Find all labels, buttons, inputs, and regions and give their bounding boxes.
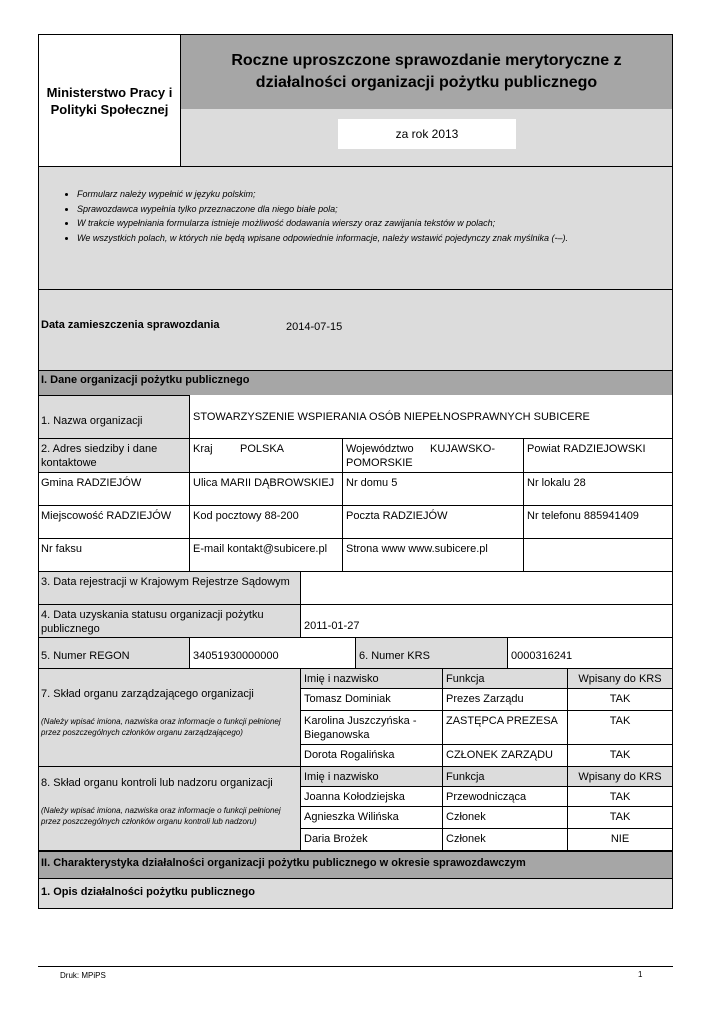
board-row-name: Tomasz Dominiak bbox=[304, 693, 391, 705]
address-label: 2. Adres siedziby i dane kontaktowe bbox=[41, 443, 158, 469]
supervisory-header-name: Imię i nazwisko bbox=[304, 771, 379, 783]
board-row-name: Dorota Rogalińska bbox=[304, 749, 395, 761]
www-value: Strona www www.subicere.pl bbox=[346, 543, 488, 555]
year-band bbox=[181, 109, 672, 166]
board-header-krs: Wpisany do KRS bbox=[578, 673, 662, 685]
opp-label: 4. Data uzyskania statusu organizacji pożytku publicznego bbox=[41, 609, 264, 635]
poczta-value: Poczta RADZIEJÓW bbox=[346, 510, 448, 522]
board-row-krs: TAK bbox=[609, 749, 631, 761]
supervisory-row-function: Przewodnicząca bbox=[446, 791, 527, 803]
regon-value: 34051930000000 bbox=[193, 650, 279, 662]
opp-value: 2011-01-27 bbox=[304, 620, 360, 632]
instruction-item: • W trakcie wypełniania formularza istnieje możliwość dodawania wierszy oraz zawijania tekstów w polach; bbox=[77, 216, 672, 231]
section-2-subtitle: 1. Opis działalności pożytku publicznego bbox=[41, 886, 255, 898]
supervisory-note: (Należy wpisać imiona, nazwiska oraz informacje o funkcji pełnionej przez poszczególnych członków organu kontroli lub nadzoru) bbox=[41, 806, 281, 826]
board-label: 7. Skład organu zarządzającego organizacji bbox=[41, 688, 254, 700]
supervisory-row-function: Członek bbox=[446, 833, 486, 845]
section-1-title: I. Dane organizacji pożytku publicznego bbox=[41, 374, 250, 386]
report-year: za rok 2013 bbox=[395, 127, 459, 141]
board-note: (Należy wpisać imiona, nazwiska oraz informacje o funkcji pełnionej przez poszczególnych członków organu zarządzającego) bbox=[41, 717, 281, 737]
ministry-name: Ministerstwo Pracy i Polityki Społecznej bbox=[46, 84, 173, 117]
telefon-value: Nr telefonu 885941409 bbox=[527, 510, 639, 522]
powiat-value: Powiat RADZIEJOWSKI bbox=[527, 443, 646, 455]
section-2-header bbox=[38, 850, 673, 879]
board-row-krs: TAK bbox=[609, 715, 631, 727]
board-row-function: CZŁONEK ZARZĄDU bbox=[446, 749, 553, 761]
krs-reg-value bbox=[302, 580, 502, 584]
regon-label: 5. Numer REGON bbox=[41, 650, 130, 662]
kraj-value: POLSKA bbox=[240, 443, 285, 455]
supervisory-row-function: Członek bbox=[446, 811, 486, 823]
page-number: 1 bbox=[638, 970, 643, 979]
instruction-item: • Sprawozdawca wypełnia tylko przeznaczone dla niego białe pola; bbox=[77, 202, 672, 217]
miejscowosc-value: Miejscowość RADZIEJÓW bbox=[41, 510, 172, 522]
instruction-item: • We wszystkich polach, w których nie będą wpisane odpowiednie informacje, należy wstawić pojedynczy znak myślnika (-–). bbox=[77, 231, 672, 246]
org-name-label: 1. Nazwa organizacji bbox=[41, 415, 143, 427]
year-field bbox=[338, 119, 516, 149]
board-header-name: Imię i nazwisko bbox=[304, 673, 379, 685]
section-2-subheader bbox=[38, 879, 673, 909]
nr-lokalu-value: Nr lokalu 28 bbox=[527, 477, 586, 489]
supervisory-row-name: Joanna Kołodziejska bbox=[304, 791, 405, 803]
supervisory-label: 8. Skład organu kontroli lub nadzoru organizacji bbox=[41, 777, 273, 789]
publication-date-row bbox=[38, 289, 673, 370]
board-row-name: Karolina Juszczyńska - Bieganowska bbox=[304, 715, 417, 741]
krs-reg-label: 3. Data rejestracji w Krajowym Rejestrze Sądowym bbox=[41, 576, 290, 588]
wojewodztwo-label: Województwo bbox=[346, 443, 414, 455]
instructions-box bbox=[38, 167, 673, 289]
instructions-list bbox=[39, 187, 672, 245]
supervisory-row-name: Daria Brożek bbox=[304, 833, 368, 845]
krs-label: 6. Numer KRS bbox=[359, 650, 430, 662]
gmina-value: Gmina RADZIEJÓW bbox=[41, 477, 142, 489]
supervisory-header-krs: Wpisany do KRS bbox=[578, 771, 662, 783]
ulica-value: Ulica MARII DĄBROWSKIEJ bbox=[193, 477, 335, 489]
board-row-function: ZASTĘPCA PREZESA bbox=[446, 715, 558, 727]
publication-date-label: Data zamieszczenia sprawozdania bbox=[41, 319, 220, 331]
faks-value: Nr faksu bbox=[41, 543, 82, 555]
supervisory-header-function: Funkcja bbox=[446, 771, 485, 783]
wojewodztwo-value: KUJAWSKO-POMORSKIE bbox=[346, 443, 495, 469]
publication-date-value: 2014-07-15 bbox=[286, 321, 343, 333]
board-row-function: Prezes Zarządu bbox=[446, 693, 524, 705]
section-1-header bbox=[38, 370, 673, 395]
email-value: E-mail kontakt@subicere.pl bbox=[193, 543, 328, 555]
ministry-box bbox=[39, 35, 181, 166]
kod-pocztowy-value: Kod pocztowy 88-200 bbox=[193, 510, 299, 522]
section-2-title: II. Charakterystyka działalności organizacji pożytku publicznego w okresie sprawozdawczym bbox=[41, 857, 526, 869]
board-row-krs: TAK bbox=[609, 693, 631, 705]
org-name-value: STOWARZYSZENIE WSPIERANIA OSÓB NIEPEŁNOSPRAWNYCH SUBICERE bbox=[193, 411, 590, 423]
board-header-function: Funkcja bbox=[446, 673, 485, 685]
page-title: Roczne uproszczone sprawozdanie merytoryczne z działalności organizacji pożytku publicznego bbox=[231, 52, 622, 91]
supervisory-row-name: Agnieszka Wilińska bbox=[304, 811, 399, 823]
title-band bbox=[181, 35, 672, 109]
nr-domu-value: Nr domu 5 bbox=[346, 477, 398, 489]
footer-print-label: Druk: MPiPS bbox=[60, 971, 106, 980]
supervisory-row-krs: NIE bbox=[610, 833, 630, 845]
supervisory-row-krs: TAK bbox=[609, 811, 631, 823]
kraj-label: Kraj bbox=[193, 443, 213, 455]
footer-rule bbox=[38, 966, 673, 967]
header-block bbox=[38, 34, 673, 167]
krs-value: 0000316241 bbox=[511, 650, 573, 662]
krs-reg-field[interactable] bbox=[300, 571, 672, 604]
instruction-item: • Formularz należy wypełnić w języku polskim; bbox=[77, 187, 672, 202]
supervisory-row-krs: TAK bbox=[609, 791, 631, 803]
